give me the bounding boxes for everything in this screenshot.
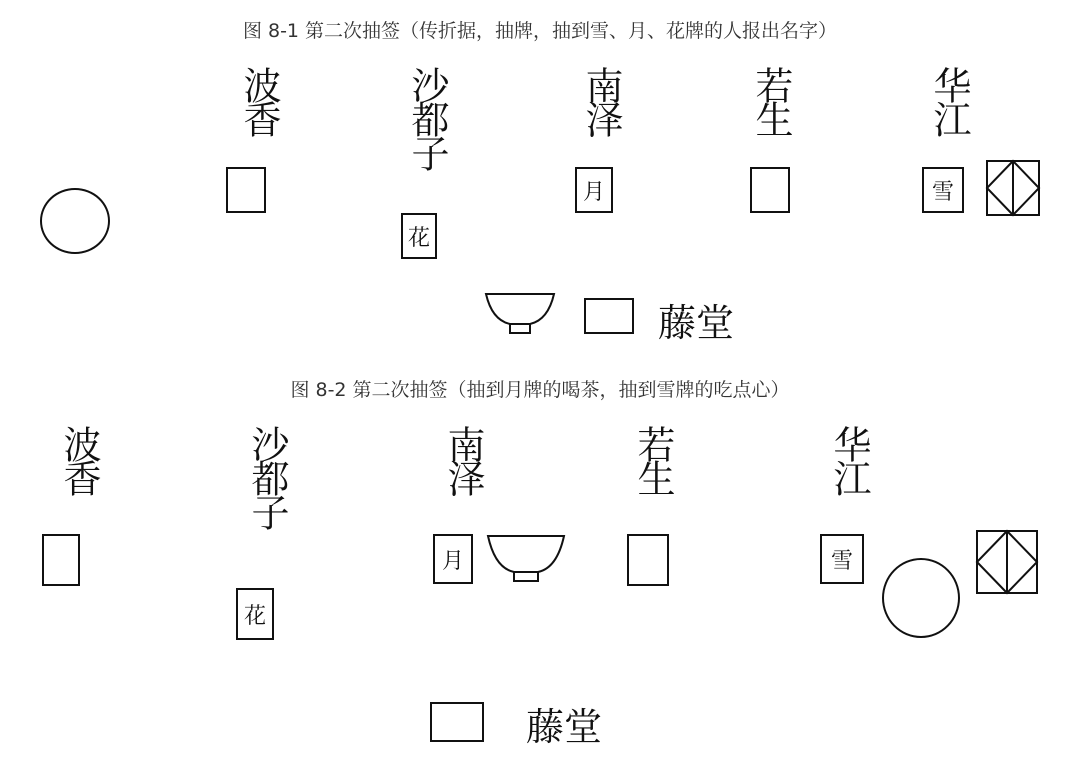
player-name-satoko: 沙都子 bbox=[405, 66, 449, 168]
host-name: 藤堂 bbox=[658, 301, 735, 345]
blank-card bbox=[42, 534, 80, 586]
moon-card: 月 bbox=[433, 534, 473, 584]
figure-caption-8-1: 图 8-1 第二次抽签（传折据，抽牌，抽到雪、月、花牌的人报出名字） bbox=[242, 20, 838, 42]
blank-card bbox=[226, 167, 266, 213]
player-name-hanae: 华江 bbox=[927, 66, 971, 134]
sweets-plate-circle bbox=[882, 558, 960, 638]
snow-card: 雪 bbox=[922, 167, 964, 213]
moon-card: 月 bbox=[575, 167, 613, 213]
player-name-nanzawa: 南泽 bbox=[579, 66, 623, 134]
diamond-box-icon bbox=[986, 160, 1040, 216]
player-name-satoko: 沙都子 bbox=[245, 425, 289, 527]
tea-bowl-icon bbox=[484, 292, 556, 336]
player-name-bokou: 波香 bbox=[57, 425, 101, 493]
blank-card bbox=[584, 298, 634, 334]
player-name-wakao: 若生 bbox=[631, 425, 675, 493]
figure-caption-8-2: 图 8-2 第二次抽签（抽到月牌的喝茶，抽到雪牌的吃点心） bbox=[290, 379, 790, 401]
player-name-hanae: 华江 bbox=[827, 425, 871, 493]
blank-card bbox=[627, 534, 669, 586]
player-name-bokou: 波香 bbox=[237, 66, 281, 134]
tea-bowl-icon bbox=[486, 534, 566, 584]
flower-card: 花 bbox=[236, 588, 274, 640]
snow-card: 雪 bbox=[820, 534, 864, 584]
blank-card bbox=[430, 702, 484, 742]
sweets-plate-circle bbox=[40, 188, 110, 254]
player-name-wakao: 若生 bbox=[749, 66, 793, 134]
player-name-nanzawa: 南泽 bbox=[441, 425, 485, 493]
diamond-box-icon bbox=[976, 530, 1038, 594]
host-name: 藤堂 bbox=[526, 705, 603, 749]
blank-card bbox=[750, 167, 790, 213]
flower-card: 花 bbox=[401, 213, 437, 259]
